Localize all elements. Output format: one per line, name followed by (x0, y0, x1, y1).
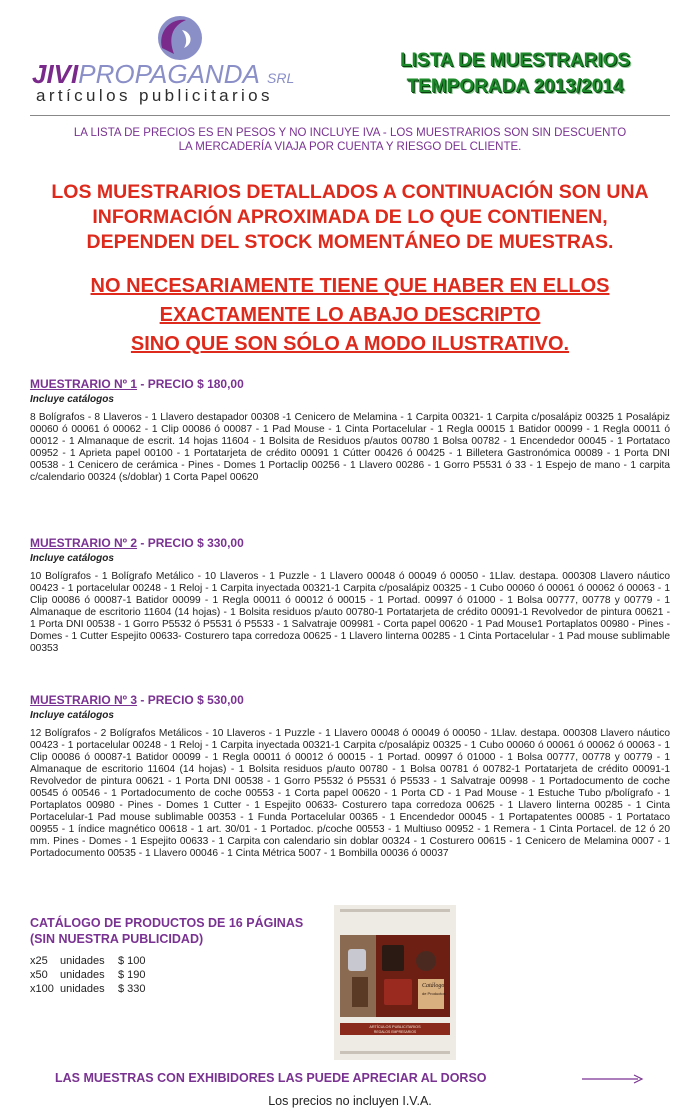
muestrario-1-heading: MUESTRARIO Nº 1 - PRECIO $ 180,00 (30, 377, 244, 391)
muestrario-1-contents: 8 Bolígrafos - 8 Llaveros - 1 Llavero destapador 00308 -1 Cenicero de Melamina - 1 Carpita 00321- 1 Carpita c/posalápiz 00325 1 Posalápiz 00060 ó 00061 ó 00062 - 1 Clip 00086 ó 00087 - 1 Pad Mouse - 1 Cinta Portacelular - 1 Regla 00015 1 Batidor 00099 - 1 Regla 00011 ó 00012 - 1 Almanaque de escrit. 14 hojas 11604 - 1 Bolsita de Residuos p/autos 00780 1 Bolsa 00782 - 1 Encendedor 00045 - 1 Portataco 00952 - 1 Aprieta papel 00100 - 1 Portatarjeta de crédito 00091 1 Cútter 00426 ó 00425 - 1 Billetera Gastronómica 00089 - 1 Porta DNI 00538 - 1 Cenicero de cerámica - Pines - Domes 1 Portaclip 00256 - 1 Llavero 00286 - 1 Gorro P5531 ó 33 - 1 Espejo de mano - 1 carpita c/calendario 00324 (s/doblar) 1 Corta Papel 00620 (30, 412, 670, 483)
muestrario-2-subtitle: Incluye catálogos (30, 553, 114, 564)
muestrario-2-heading: MUESTRARIO Nº 2 - PRECIO $ 330,00 (30, 536, 244, 550)
exhibitors-note: LAS MUESTRAS CON EXHIBIDORES LAS PUEDE APRECIAR AL DORSO (55, 1071, 487, 1085)
cover-subtitle: de Productos (422, 991, 446, 996)
price-row: x25 unidades $ 100 (30, 955, 146, 967)
muestrario-1-subtitle: Incluye catálogos (30, 394, 114, 405)
cover-band-1: ARTÍCULOS PUBLICITARIOS (369, 1025, 421, 1029)
warning-text: LOS MUESTRARIOS DETALLADOS A CONTINUACIÓN SON UNA INFORMACIÓN APROXIMADA DE LO QUE CONTIENEN, DEPENDEN DEL STOCK MOMENTÁNEO DE MUESTRAS. (51, 181, 649, 253)
catalog-price-list (30, 954, 146, 996)
illustrative-disclaimer: NO NECESARIAMENTE TIENE QUE HABER EN ELLOS EXACTAMENTE LO ABAJO DESCRIPTO SINO QUE SON SÓLO A MODO ILUSTRATIVO. (90, 275, 610, 355)
arrow-right-icon (582, 1072, 644, 1086)
brand-tagline: artículos publicitarios (36, 86, 273, 105)
price-notice: LA LISTA DE PRECIOS ES EN PESOS Y NO INCLUYE IVA - LOS MUESTRARIOS SON SIN DESCUENTO LA MERCADERÍA VIAJA POR CUENTA Y RIESGO DEL CLIENTE. (73, 127, 627, 153)
muestrario-2-contents: 10 Bolígrafos - 1 Bolígrafo Metálico - 10 Llaveros - 1 Puzzle - 1 Llavero 00048 ó 00049 ó 00050 - 1Llav. destapa. 000308 Llavero náutico 00423 - 1 portacelular 00248 - 1 Reloj - 1 Carpita inyectada 00321-1 Carpita c/posalápiz 00325 - 1 Cubo 00060 ó 00061 ó 00062 ó 00063 - 1 Clip 00086 ó 00087-1 Batidor 00099 - 1 Regla 00011 ó 00012 ó 00015 - 1 Portad. 00997 ó 01000 - 1 Bolsa 00777, 00778 y 00779 - 1 Almanaque de escritorio 11604 (14 hojas) - 1 Bolsita residuos p/auto 00780-1 Portatarjeta de crédito 00091-1 Revolvedor de pintura 00621 - 1 Porta DNI 00538 - 1 Gorro P5532 ó P5531 ó P5533 - 1 Salvatraje 009981 - Corta papel 00620 - 1 Pad Mouse1 Portaplatos 00980 - Pines - Domes - 1 Cutter Espejito 00633- Costurero tapa corredoza 00625 - 1 Llavero linterna 00285 - 1 Cinta Portacelular - 1 Pad mouse sublimable 00353 (30, 571, 670, 654)
catalog-heading: CATÁLOGO DE PRODUCTOS DE 16 PÁGINAS (SIN NUESTRA PUBLICIDAD) (30, 916, 304, 946)
cover-title: Catálogo (422, 983, 445, 989)
muestrario-3-heading: MUESTRARIO Nº 3 - PRECIO $ 530,00 (30, 693, 244, 707)
title-line-2: TEMPORADA 2013/2014 (406, 76, 624, 97)
iva-note: Los precios no incluyen I.V.A. (268, 1094, 432, 1108)
muestrario-3-subtitle: Incluye catálogos (30, 710, 114, 721)
brand-name: JIVIPROPAGANDA SRL (32, 59, 295, 89)
header-divider (30, 115, 670, 116)
catalog-cover-image (334, 905, 456, 1060)
page-title (350, 48, 680, 100)
price-row: x50 unidades $ 190 (30, 969, 146, 981)
title-line-1: LISTA DE MUESTRARIOS (399, 50, 631, 71)
muestrario-3-contents: 12 Bolígrafos - 2 Bolígrafos Metálicos - 10 Llaveros - 1 Puzzle - 1 Llavero 00048 ó 00049 ó 00050 - 1Llav. destapa. 000308 Llavero náutico 00423 - 1 portacelular 00248 - 1 Reloj - 1 Carpita inyectada 00321-1 Carpita c/posalápiz 00325 - 1 Cubo 00060 ó 00061 ó 00062 ó 00063 - 1 Clip 00086 ó 00087-1 Batidor 00099 - 1 Regla 00011 ó 00012 ó 00015 - 1 Portad. 00997 ó 01000 - 1 Bolsa 00777, 00778 y 00779 - 1 Almanaque de escritorio 11604 (14 hojas) - 1 Bolsita residuos p/auto 00780 - 1 Bolsa 00781 ó 00782-1 Portatarjeta de crédito 00091-1 Revolvedor de pintura 00621 - 1 Porta DNI 00538 - 1 Gorro P5532 ó P5531 ó P5533 - 1 Salvatraje 00998 - 1 Portadocumento de coche 00545 ó 00546 - 1 Portadocumento de coche 00553 - 1 Corta papel 00620 - 1 Porta CD - 1 Pad Mouse - 1 Estuche Tubo p/bolígrafo - 1 Portaplatos 00980 - Pines - Domes 1 Cutter - 1 Espejito 00633- Costurero tapa corredoza 00625 - 1 Llavero linterna 00285 - 1 Cinta Portacelular-1 Pad mouse sublimable 00353 - 1 Funda Portacelular 00365 - 1 Encendedor 00045 - 1 Portapatentes 00085 - 1 Portataco 00955 - 1 índice magnético 00618 - 1 art. 30/01 - 1 Portadoc. p/coche 00553 - 1 Multiuso 00952 - 1 Remera - 1 Cinta Portacel. de 12 ó 20 mm. Pines - Domes - 1 Espejito 00633 - 1 Carpita con calendario sin doblar 00324 - 1 Costurero 00615 - 1 Cenicero de Melamina 0007 - 1 Portadocumento 00535 - 1 Llavero 00046 - 1 Cinta Métrica 5007 - 1 Bombilla 00036 ó 00037 (30, 728, 670, 859)
price-row: x100 unidades $ 330 (30, 983, 146, 995)
cover-band-2: REGALOS EMPRESARIOS (373, 1030, 417, 1034)
